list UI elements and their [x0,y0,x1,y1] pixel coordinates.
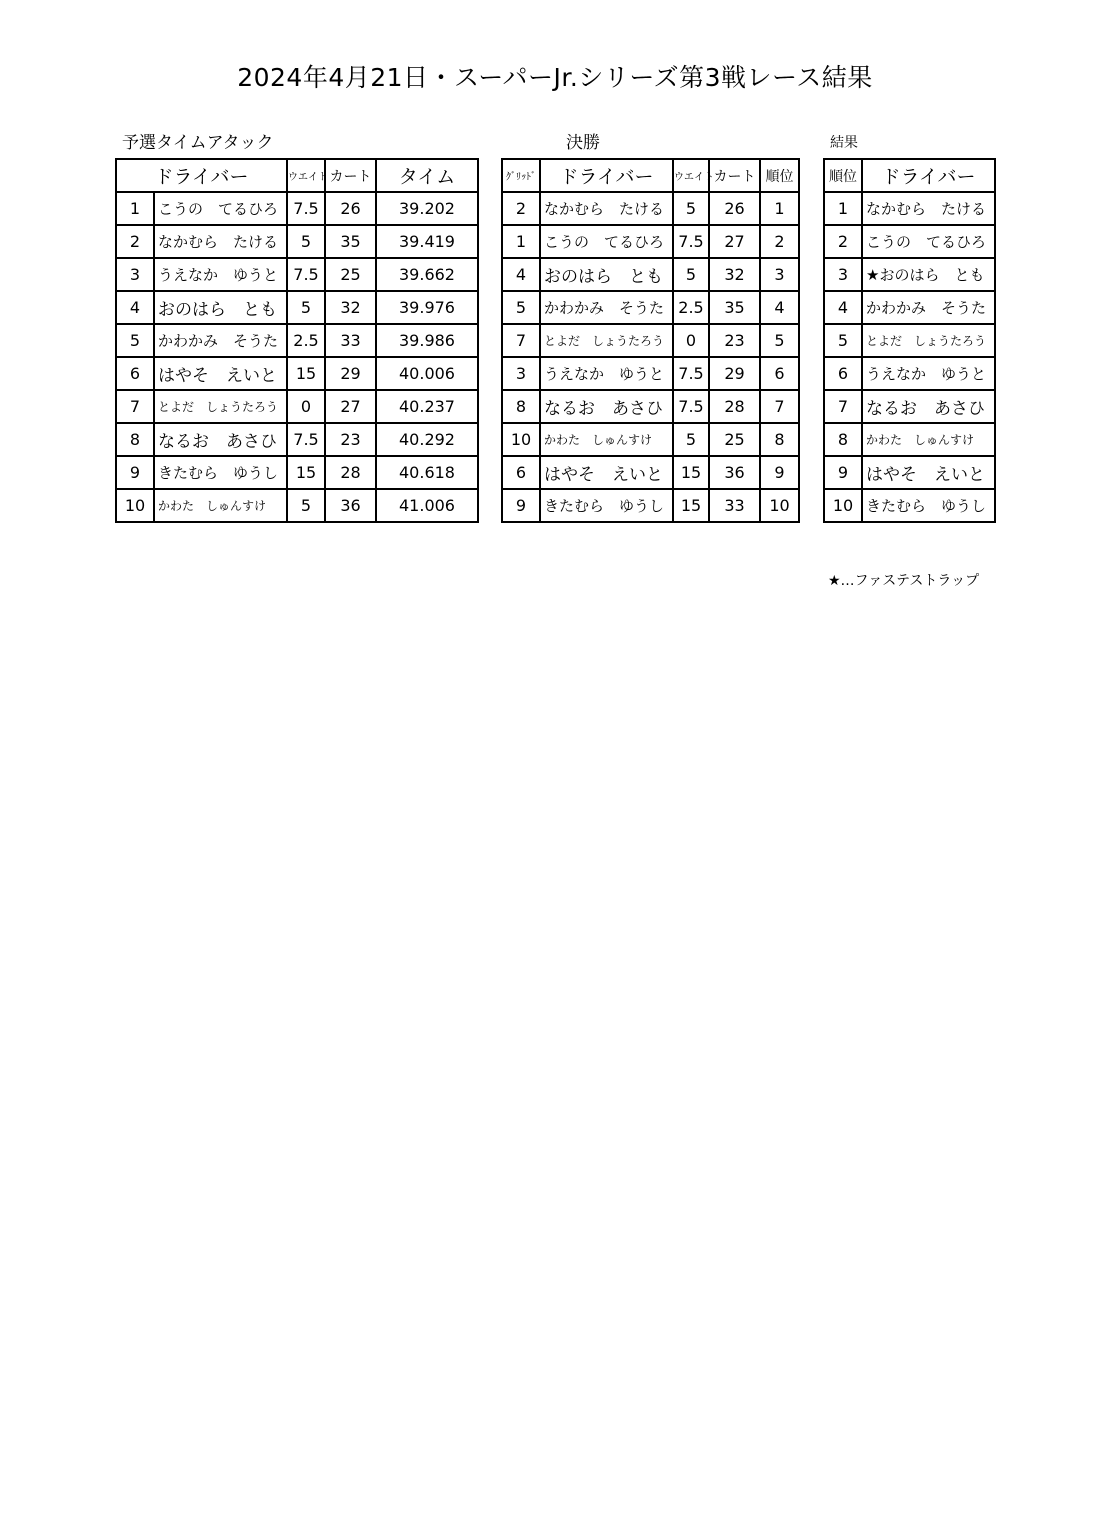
final-header-weight: ウエイト [673,159,709,192]
final-cell-grid: 7 [502,324,540,357]
final-cell-kart: 33 [709,489,760,522]
qualifying-cell-weight: 15 [287,357,325,390]
final-cell-driver: おのはら とも [540,258,673,291]
final-cell-driver: なかむら たける [540,192,673,225]
result-cell-rank: 5 [824,324,862,357]
qualifying-cell-time: 39.662 [376,258,478,291]
qualifying-row [116,489,478,522]
result-header-driver: ドライバー [862,159,995,192]
qualifying-header-weight: ウエイト [287,159,325,192]
qualifying-cell-time: 40.618 [376,456,478,489]
final-cell-rank: 6 [760,357,799,390]
final-cell-grid: 2 [502,192,540,225]
result-row [824,324,995,357]
result-cell-driver: こうの てるひろ [862,225,995,258]
qualifying-cell-kart: 35 [325,225,376,258]
qualifying-cell-pos: 6 [116,357,154,390]
qualifying-row [116,225,478,258]
qualifying-cell-pos: 1 [116,192,154,225]
final-cell-grid: 6 [502,456,540,489]
final-cell-driver: かわた しゅんすけ [540,423,673,456]
qualifying-row [116,423,478,456]
final-cell-driver: とよだ しょうたろう [540,324,673,357]
final-cell-grid: 3 [502,357,540,390]
qualifying-label: 予選タイムアタック [122,133,274,153]
result-cell-rank: 2 [824,225,862,258]
qualifying-cell-pos: 10 [116,489,154,522]
qualifying-cell-kart: 27 [325,390,376,423]
final-cell-weight: 7.5 [673,225,709,258]
qualifying-cell-weight: 7.5 [287,423,325,456]
qualifying-cell-kart: 36 [325,489,376,522]
final-cell-kart: 32 [709,258,760,291]
qualifying-cell-pos: 5 [116,324,154,357]
final-cell-kart: 35 [709,291,760,324]
qualifying-cell-kart: 29 [325,357,376,390]
qualifying-row [116,324,478,357]
fastest-lap-note: ★…ファステストラップ [828,573,980,589]
result-row [824,258,995,291]
final-cell-kart: 29 [709,357,760,390]
page-title: 2024年4月21日・スーパーJr.シリーズ第3戦レース結果 [237,63,873,92]
final-row [502,489,799,522]
final-cell-kart: 36 [709,456,760,489]
result-label: 結果 [830,135,858,151]
result-cell-rank: 10 [824,489,862,522]
final-row [502,390,799,423]
qualifying-cell-pos: 2 [116,225,154,258]
final-cell-weight: 15 [673,456,709,489]
final-cell-kart: 26 [709,192,760,225]
result-cell-driver: きたむら ゆうし [862,489,995,522]
final-cell-weight: 15 [673,489,709,522]
qualifying-cell-driver: こうの てるひろ [154,192,287,225]
result-cell-rank: 8 [824,423,862,456]
result-cell-driver: ★おのはら とも [862,258,995,291]
qualifying-cell-pos: 9 [116,456,154,489]
result-cell-driver: とよだ しょうたろう [862,324,995,357]
final-row [502,291,799,324]
qualifying-cell-pos: 3 [116,258,154,291]
qualifying-cell-driver: おのはら とも [154,291,287,324]
final-row [502,192,799,225]
final-cell-grid: 5 [502,291,540,324]
qualifying-cell-driver: はやそ えいと [154,357,287,390]
final-cell-driver: なるお あさひ [540,390,673,423]
qualifying-row [116,192,478,225]
final-cell-grid: 1 [502,225,540,258]
final-header-kart: カート [709,159,760,192]
result-row [824,225,995,258]
final-cell-grid: 9 [502,489,540,522]
qualifying-cell-time: 41.006 [376,489,478,522]
qualifying-cell-driver: かわかみ そうた [154,324,287,357]
final-cell-rank: 1 [760,192,799,225]
qualifying-cell-pos: 7 [116,390,154,423]
qualifying-cell-time: 39.419 [376,225,478,258]
final-row [502,423,799,456]
final-cell-rank: 3 [760,258,799,291]
result-row [824,357,995,390]
qualifying-cell-weight: 5 [287,291,325,324]
final-cell-grid: 4 [502,258,540,291]
qualifying-cell-kart: 25 [325,258,376,291]
qualifying-cell-weight: 5 [287,225,325,258]
qualifying-cell-pos: 4 [116,291,154,324]
qualifying-cell-time: 39.986 [376,324,478,357]
final-cell-weight: 5 [673,423,709,456]
qualifying-cell-driver: とよだ しょうたろう [154,390,287,423]
final-cell-kart: 23 [709,324,760,357]
qualifying-row [116,291,478,324]
qualifying-row [116,357,478,390]
qualifying-header-driver: ドライバー [116,159,287,192]
final-cell-driver: こうの てるひろ [540,225,673,258]
qualifying-cell-time: 39.202 [376,192,478,225]
result-cell-driver: はやそ えいと [862,456,995,489]
final-cell-rank: 7 [760,390,799,423]
result-row [824,291,995,324]
qualifying-cell-kart: 26 [325,192,376,225]
final-header-grid: ｸﾞﾘｯﾄﾞ [502,159,540,192]
final-cell-weight: 7.5 [673,357,709,390]
result-row [824,489,995,522]
final-header-rank: 順位 [760,159,799,192]
final-cell-rank: 4 [760,291,799,324]
qualifying-cell-weight: 7.5 [287,192,325,225]
qualifying-header-kart: カート [325,159,376,192]
final-cell-weight: 2.5 [673,291,709,324]
final-cell-kart: 27 [709,225,760,258]
result-cell-rank: 6 [824,357,862,390]
qualifying-cell-driver: かわた しゅんすけ [154,489,287,522]
final-cell-rank: 9 [760,456,799,489]
qualifying-cell-kart: 33 [325,324,376,357]
qualifying-cell-weight: 0 [287,390,325,423]
result-cell-driver: なるお あさひ [862,390,995,423]
qualifying-cell-driver: きたむら ゆうし [154,456,287,489]
final-cell-driver: きたむら ゆうし [540,489,673,522]
final-cell-weight: 5 [673,258,709,291]
final-cell-driver: かわかみ そうた [540,291,673,324]
qualifying-cell-pos: 8 [116,423,154,456]
final-row [502,225,799,258]
result-cell-driver: なかむら たける [862,192,995,225]
qualifying-cell-driver: うえなか ゆうと [154,258,287,291]
qualifying-cell-weight: 15 [287,456,325,489]
final-cell-weight: 7.5 [673,390,709,423]
result-cell-driver: かわた しゅんすけ [862,423,995,456]
final-cell-rank: 8 [760,423,799,456]
final-row [502,324,799,357]
result-cell-rank: 3 [824,258,862,291]
qualifying-cell-time: 39.976 [376,291,478,324]
qualifying-cell-time: 40.292 [376,423,478,456]
qualifying-cell-kart: 32 [325,291,376,324]
final-label: 決勝 [566,133,600,153]
final-row [502,258,799,291]
qualifying-cell-weight: 5 [287,489,325,522]
result-cell-rank: 1 [824,192,862,225]
qualifying-header-time: タイム [376,159,478,192]
final-cell-driver: はやそ えいと [540,456,673,489]
final-cell-rank: 10 [760,489,799,522]
qualifying-row [116,258,478,291]
final-cell-weight: 0 [673,324,709,357]
final-cell-grid: 8 [502,390,540,423]
qualifying-cell-kart: 28 [325,456,376,489]
result-row [824,423,995,456]
final-cell-kart: 25 [709,423,760,456]
final-cell-rank: 2 [760,225,799,258]
final-table [501,158,800,523]
qualifying-cell-time: 40.237 [376,390,478,423]
qualifying-cell-driver: なるお あさひ [154,423,287,456]
final-header-row [502,159,799,192]
final-cell-driver: うえなか ゆうと [540,357,673,390]
qualifying-cell-weight: 7.5 [287,258,325,291]
final-cell-rank: 5 [760,324,799,357]
result-cell-rank: 7 [824,390,862,423]
qualifying-row [116,390,478,423]
qualifying-row [116,456,478,489]
result-row [824,192,995,225]
qualifying-table [115,158,479,523]
qualifying-cell-time: 40.006 [376,357,478,390]
result-row [824,456,995,489]
result-cell-driver: かわかみ そうた [862,291,995,324]
final-cell-kart: 28 [709,390,760,423]
qualifying-cell-weight: 2.5 [287,324,325,357]
final-cell-grid: 10 [502,423,540,456]
final-row [502,456,799,489]
final-header-driver: ドライバー [540,159,673,192]
qualifying-cell-driver: なかむら たける [154,225,287,258]
result-cell-driver: うえなか ゆうと [862,357,995,390]
qualifying-cell-kart: 23 [325,423,376,456]
result-table [823,158,996,523]
final-row [502,357,799,390]
result-row [824,390,995,423]
result-header-row [824,159,995,192]
final-cell-weight: 5 [673,192,709,225]
result-cell-rank: 4 [824,291,862,324]
qualifying-header-row [116,159,478,192]
result-cell-rank: 9 [824,456,862,489]
result-header-rank: 順位 [824,159,862,192]
